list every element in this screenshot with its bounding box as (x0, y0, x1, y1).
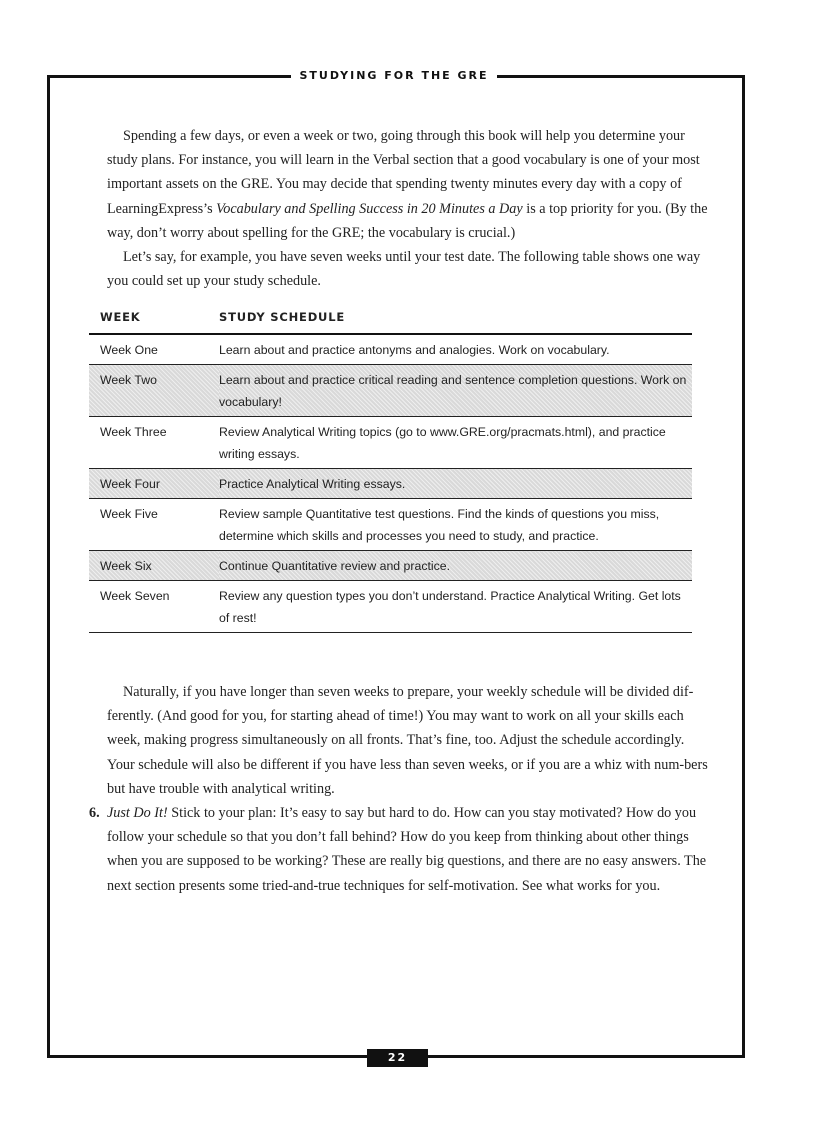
after-table-paragraph (107, 680, 712, 801)
week-cell: Week Two (89, 365, 219, 417)
intro-paragraph-2 (107, 245, 712, 293)
table-row (89, 551, 692, 581)
intro-text-b: is a top priority for you. (By the way, don’t worry about spelling for the GRE; the vocabulary is crucial.) (107, 200, 708, 241)
table-header-row (89, 305, 692, 334)
frame-left-rule (47, 75, 50, 1058)
schedule-cell: Continue Quantitative review and practice. (219, 551, 692, 581)
week-cell: Week Three (89, 417, 219, 469)
week-cell: Week Five (89, 499, 219, 551)
frame-top-left-rule (47, 75, 291, 78)
list-item-text: Stick to your plan: It’s easy to say but hard to do. How can you stay motivated? How do you follow your schedule so that you don’t fall behind? How do you keep from thinking about other things when you are supposed to be working? These are really big questions, and there are no easy answers. The next section presents some tried-and-true techniques for self-motivation. See what works for you. (107, 805, 707, 894)
frame-bottom-right-rule (428, 1055, 745, 1058)
header-study-schedule: STUDY SCHEDULE (219, 305, 692, 334)
week-cell: Week Seven (89, 581, 219, 633)
list-item-number: 6. (89, 805, 100, 821)
week-cell: Week One (89, 334, 219, 365)
frame-right-rule (742, 75, 745, 1058)
intro-text-a: Spending a few days, or even a week or two, going through this book will help you determine your study plans. For instance, you will learn in the Verbal section that a good vocabulary is one of your most important assets on the GRE. You may decide that spending twenty minutes every day with a copy of LearningExpress’s (107, 128, 700, 217)
book-title: Vocabulary and Spelling Success in 20 Minutes a Day (216, 200, 523, 217)
schedule-cell: Review any question types you don’t understand. Practice Analytical Writing. Get lots of rest! (219, 581, 692, 633)
schedule-cell: Review sample Quantitative test questions. Find the kinds of questions you miss, determine which skills and processes you need to study, and practice. (219, 499, 692, 551)
after-text: Naturally, if you have longer than seven weeks to prepare, your weekly schedule will be divided dif-ferently. (And good for you, for starting ahead of time!) You may want to work on all your skills each week, making progress simultaneously on all fronts. That’s fine, too. Adjust the schedule accordingly. Your schedule will also be different if you have less than seven weeks, or if you are a whiz with num-bers but have trouble with analytical writing. (107, 684, 708, 797)
schedule-cell: Review Analytical Writing topics (go to www.GRE.org/pracmats.html), and practice writing essays. (219, 417, 692, 469)
header-week: WEEK (89, 305, 219, 334)
schedule-cell: Learn about and practice critical reading and sentence completion questions. Work on vocabulary! (219, 365, 692, 417)
study-schedule-table (89, 305, 692, 633)
table-row (89, 469, 692, 499)
table-row (89, 499, 692, 551)
table-row (89, 365, 692, 417)
table-row (89, 334, 692, 365)
page-number: 22 (367, 1049, 428, 1067)
frame-top-right-rule (497, 75, 745, 78)
week-cell: Week Six (89, 551, 219, 581)
table-row (89, 581, 692, 633)
schedule-cell: Learn about and practice antonyms and analogies. Work on vocabulary. (219, 334, 692, 365)
week-cell: Week Four (89, 469, 219, 499)
list-item-lead: Just Do It! (107, 805, 168, 821)
schedule-cell: Practice Analytical Writing essays. (219, 469, 692, 499)
running-header: STUDYING FOR THE GRE (299, 69, 489, 82)
intro-paragraph-1 (107, 124, 712, 245)
intro-text-2: Let’s say, for example, you have seven weeks until your test date. The following table shows one way you could set up your study schedule. (107, 249, 701, 290)
frame-bottom-left-rule (47, 1055, 367, 1058)
list-item-6 (107, 801, 712, 898)
table-row (89, 417, 692, 469)
